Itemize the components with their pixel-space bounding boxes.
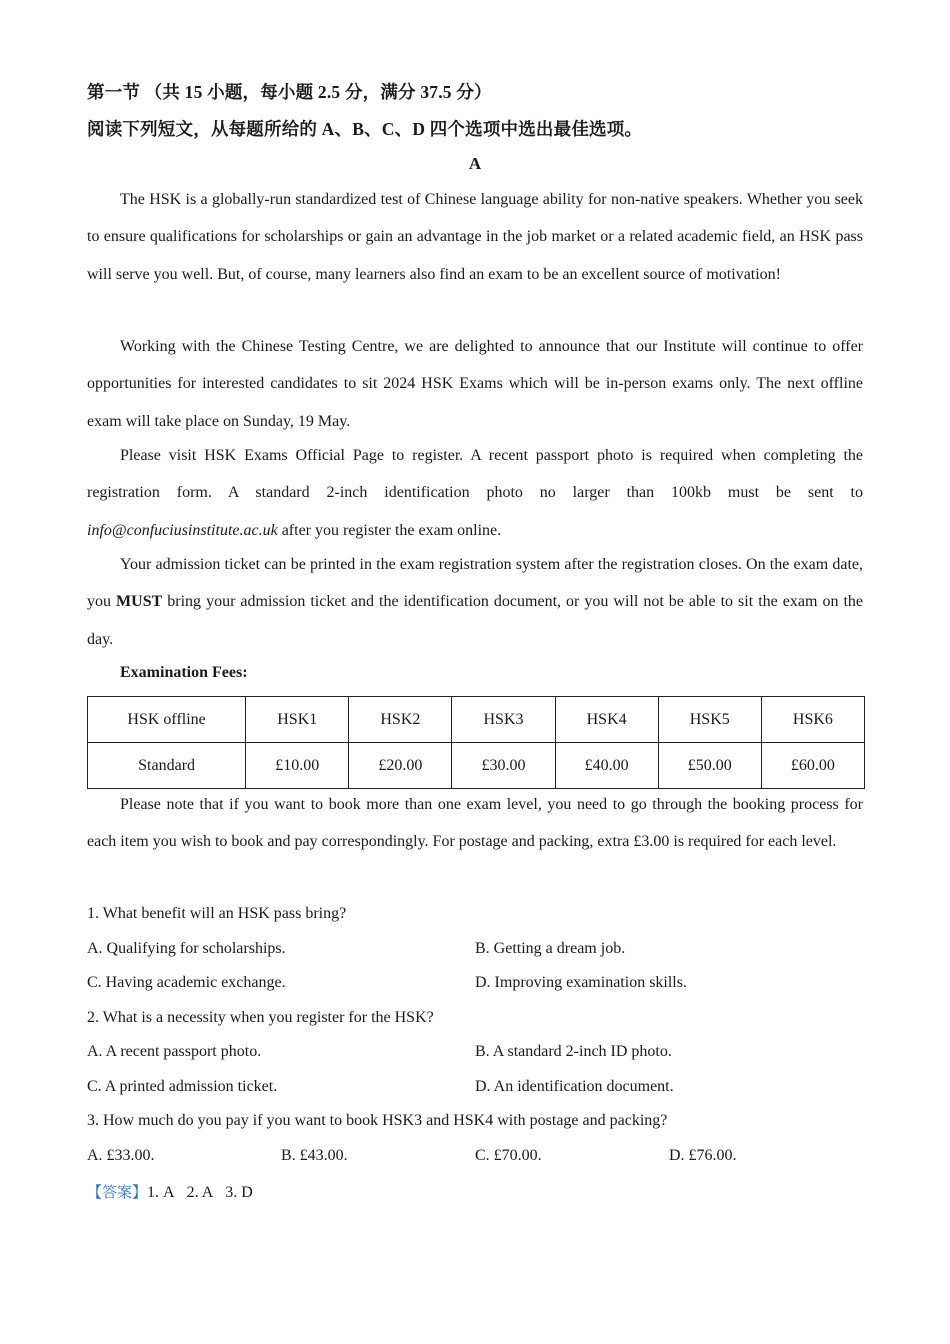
passage-paragraph-5 bbox=[87, 786, 863, 861]
paragraph-text: Working with the Chinese Testing Centre, we are delighted to announce that our Institute will continue to offer opportunities for interested candidates to sit 2024 HSK Exams which will be in-person exams only. The next offline exam will take place on Sunday, 19 May. bbox=[87, 338, 863, 430]
paragraph-text: bring your admission ticket and the identification document, or you will not be able to sit the exam on the day. bbox=[87, 593, 864, 648]
passage-paragraph-4 bbox=[87, 546, 863, 658]
table-cell: £40.00 bbox=[555, 743, 658, 789]
fees-label: Examination Fees: bbox=[120, 664, 248, 681]
paragraph-text: after you register the exam online. bbox=[277, 521, 502, 539]
question-1-option-d: D. Improving examination skills. bbox=[475, 974, 687, 991]
answer-item: 2. A bbox=[186, 1184, 214, 1201]
question-2-option-b: B. A standard 2-inch ID photo. bbox=[475, 1043, 672, 1060]
question-2-option-c: C. A printed admission ticket. bbox=[87, 1078, 278, 1095]
paragraph-text: The HSK is a globally-run standardized test of Chinese language ability for non-native speakers. Whether you seek to ensure qualifications for scholarships or gain an advantage in the job market or a related academic field, an HSK pass will serve you well. But, of course, many learners also find an exam to be an excellent source of motivation! bbox=[87, 191, 863, 283]
paragraph-text: Please visit HSK Exams Official Page to register. A recent passport photo is required when completing the registration form. A standard 2-inch identification photo no larger than 100kb must be sent to bbox=[87, 447, 863, 502]
table-cell: HSK3 bbox=[452, 697, 555, 743]
section-heading: 第一节 （共 15 小题，每小题 2.5 分，满分 37.5 分） bbox=[87, 82, 492, 102]
table-cell: HSK1 bbox=[246, 697, 349, 743]
question-1-option-c: C. Having academic exchange. bbox=[87, 974, 286, 991]
paragraph-text: Your admission ticket can be printed in the exam registration system after the registration closes. On the exam date, you bbox=[87, 556, 863, 611]
question-3-option-d: D. £76.00. bbox=[669, 1147, 737, 1164]
question-1-option-b: B. Getting a dream job. bbox=[475, 940, 626, 957]
table-cell: £30.00 bbox=[452, 743, 555, 789]
answer-item: 3. D bbox=[225, 1184, 253, 1201]
table-cell: HSK4 bbox=[555, 697, 658, 743]
question-3-option-a: A. £33.00. bbox=[87, 1147, 155, 1164]
question-3-option-b: B. £43.00. bbox=[281, 1147, 348, 1164]
passage-paragraph-3 bbox=[87, 437, 863, 549]
emphasis-text: MUST bbox=[116, 593, 163, 611]
table-cell: HSK2 bbox=[349, 697, 452, 743]
answer-key bbox=[87, 1181, 265, 1202]
table-cell: £10.00 bbox=[246, 743, 349, 789]
answer-item: 1. A bbox=[147, 1184, 175, 1201]
question-2-stem: 2. What is a necessity when you register for the HSK? bbox=[87, 1009, 434, 1026]
question-3-stem: 3. How much do you pay if you want to book HSK3 and HSK4 with postage and packing? bbox=[87, 1112, 668, 1129]
question-2-option-d: D. An identification document. bbox=[475, 1078, 674, 1095]
question-3-option-c: C. £70.00. bbox=[475, 1147, 542, 1164]
table-cell: £50.00 bbox=[658, 743, 761, 789]
table-row bbox=[88, 743, 865, 789]
question-1-option-a: A. Qualifying for scholarships. bbox=[87, 940, 286, 957]
paragraph-text: Please note that if you want to book more than one exam level, you need to go through the booking process for each item you wish to book and pay correspondingly. For postage and packing, extra £3.00 is required for each level. bbox=[87, 796, 863, 851]
question-1-stem: 1. What benefit will an HSK pass bring? bbox=[87, 905, 347, 922]
table-cell: HSK6 bbox=[761, 697, 864, 743]
fees-table bbox=[87, 696, 865, 789]
passage-label: A bbox=[468, 154, 482, 173]
passage-paragraph-1 bbox=[87, 181, 863, 293]
answer-tag: 【答案】 bbox=[87, 1183, 148, 1201]
email-address: info@confuciusinstitute.ac.uk bbox=[87, 521, 278, 539]
question-2-option-a: A. A recent passport photo. bbox=[87, 1043, 262, 1060]
table-header-row bbox=[88, 697, 865, 743]
table-cell: £20.00 bbox=[349, 743, 452, 789]
section-instruction: 阅读下列短文，从每题所给的 A、B、C、D 四个选项中选出最佳选项。 bbox=[87, 119, 643, 139]
table-cell: HSK offline bbox=[88, 697, 246, 743]
passage-paragraph-2 bbox=[87, 328, 863, 440]
table-cell: Standard bbox=[88, 743, 246, 789]
table-cell: HSK5 bbox=[658, 697, 761, 743]
table-cell: £60.00 bbox=[761, 743, 864, 789]
